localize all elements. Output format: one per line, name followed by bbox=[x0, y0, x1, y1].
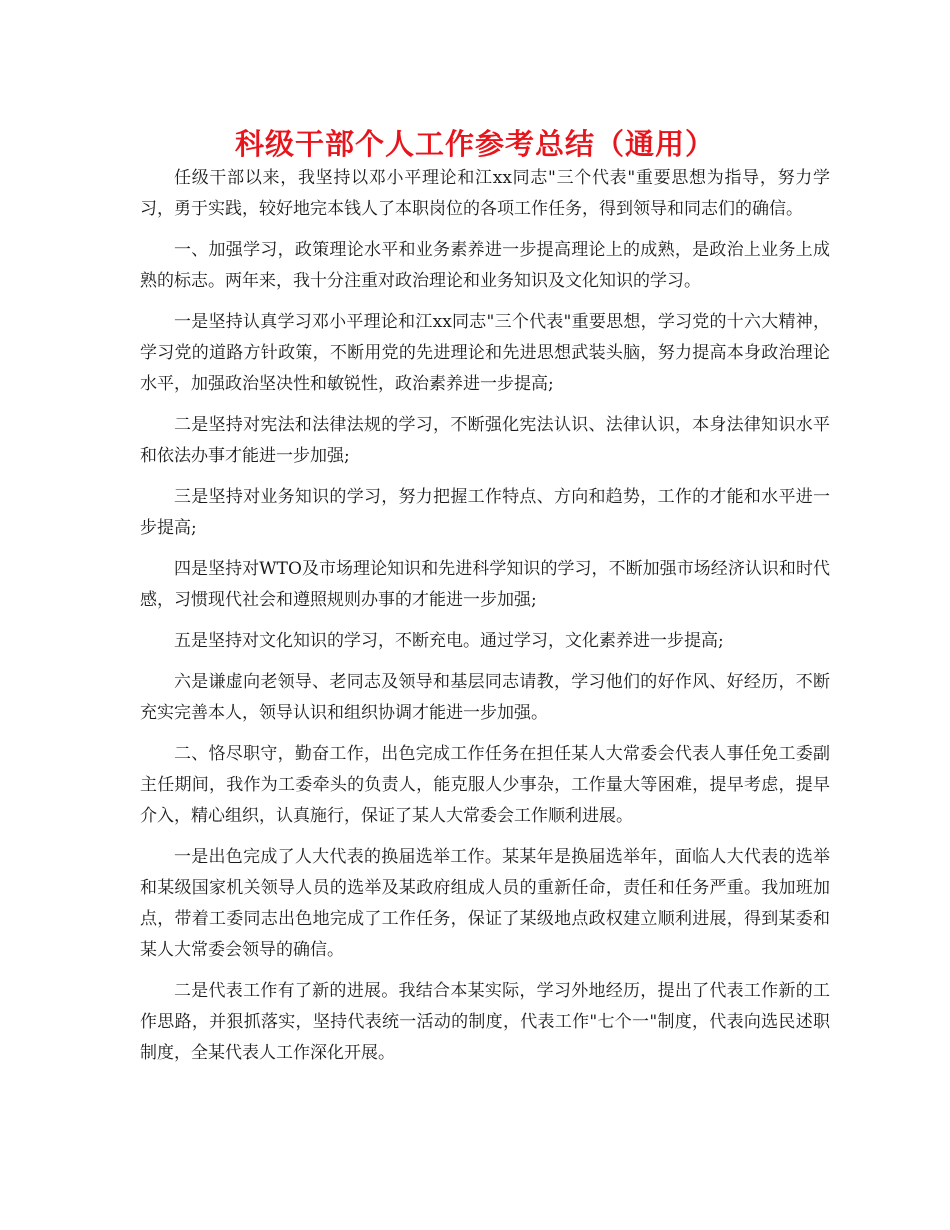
paragraph-item-5: 五是坚持对文化知识的学习，不断充电。通过学习，文化素养进一步提高; bbox=[174, 631, 724, 651]
paragraph-item-6: 六是谦虚向老领导、老同志及领导和基层同志请教，学习他们的好作风、好经历，不断充实完善本人，领导认识和组织协调才能进一步加强。 bbox=[140, 672, 830, 723]
paragraph-section-2-item-1: 一是出色完成了人大代表的换届选举工作。某某年是换届选举年，面临人大代表的选举和某级国家机关领导人员的选举及某政府组成人员的重新任命，责任和任务严重。我加班加点，带着工委同志出色地完成了工作任务，保证了某级地点政权建立顺利进展，得到某委和某人大常委会领导的确信。 bbox=[140, 847, 830, 960]
paragraph-item-4: 四是坚持对WTO及市场理论知识和先进科学知识的学习，不断加强市场经济认识和时代感，习惯现代社会和遵照规则办事的才能进一步加强; bbox=[140, 559, 830, 610]
paragraph-item-3: 三是坚持对业务知识的学习，努力把握工作特点、方向和趋势，工作的才能和水平进一步提高; bbox=[140, 487, 830, 538]
paragraph-section-1-heading: 一、加强学习，政策理论水平和业务素养进一步提高理论上的成熟，是政治上业务上成熟的标志。两年来，我十分注重对政治理论和业务知识及文化知识的学习。 bbox=[140, 240, 830, 291]
paragraph-item-2: 二是坚持对宪法和法律法规的学习，不断强化宪法认识、法律认识，本身法律知识水平和依法办事才能进一步加强; bbox=[140, 415, 830, 466]
paragraph-section-2-heading: 二、恪尽职守，勤奋工作，出色完成工作任务在担任某人大常委会代表人事任免工委副主任期间，我作为工委牵头的负责人，能克服人少事杂，工作量大等困难，提早考虑，提早介入，精心组织，认真施行，保证了某人大常委会工作顺利进展。 bbox=[140, 744, 830, 826]
paragraph-intro: 任级干部以来，我坚持以邓小平理论和江xx同志"三个代表"重要思想为指导，努力学习，勇于实践，较好地完本钱人了本职岗位的各项工作任务，得到领导和同志们的确信。 bbox=[140, 168, 830, 219]
paragraph-item-1: 一是坚持认真学习邓小平理论和江xx同志"三个代表"重要思想，学习党的十六大精神，学习党的道路方针政策，不断用党的先进理论和先进思想武装头脑，努力提高本身政治理论水平，加强政治坚决性和敏锐性，政治素养进一步提高; bbox=[140, 312, 830, 394]
document-body bbox=[140, 163, 830, 1079]
paragraph-section-2-item-2: 二是代表工作有了新的进展。我结合本某实际，学习外地经历，提出了代表工作新的工作思路，并狠抓落实，坚持代表统一活动的制度，代表工作"七个一"制度，代表向选民述职制度，全某代表人工作深化开展。 bbox=[140, 981, 830, 1063]
document-title: 科级干部个人工作参考总结（通用） bbox=[234, 127, 715, 161]
